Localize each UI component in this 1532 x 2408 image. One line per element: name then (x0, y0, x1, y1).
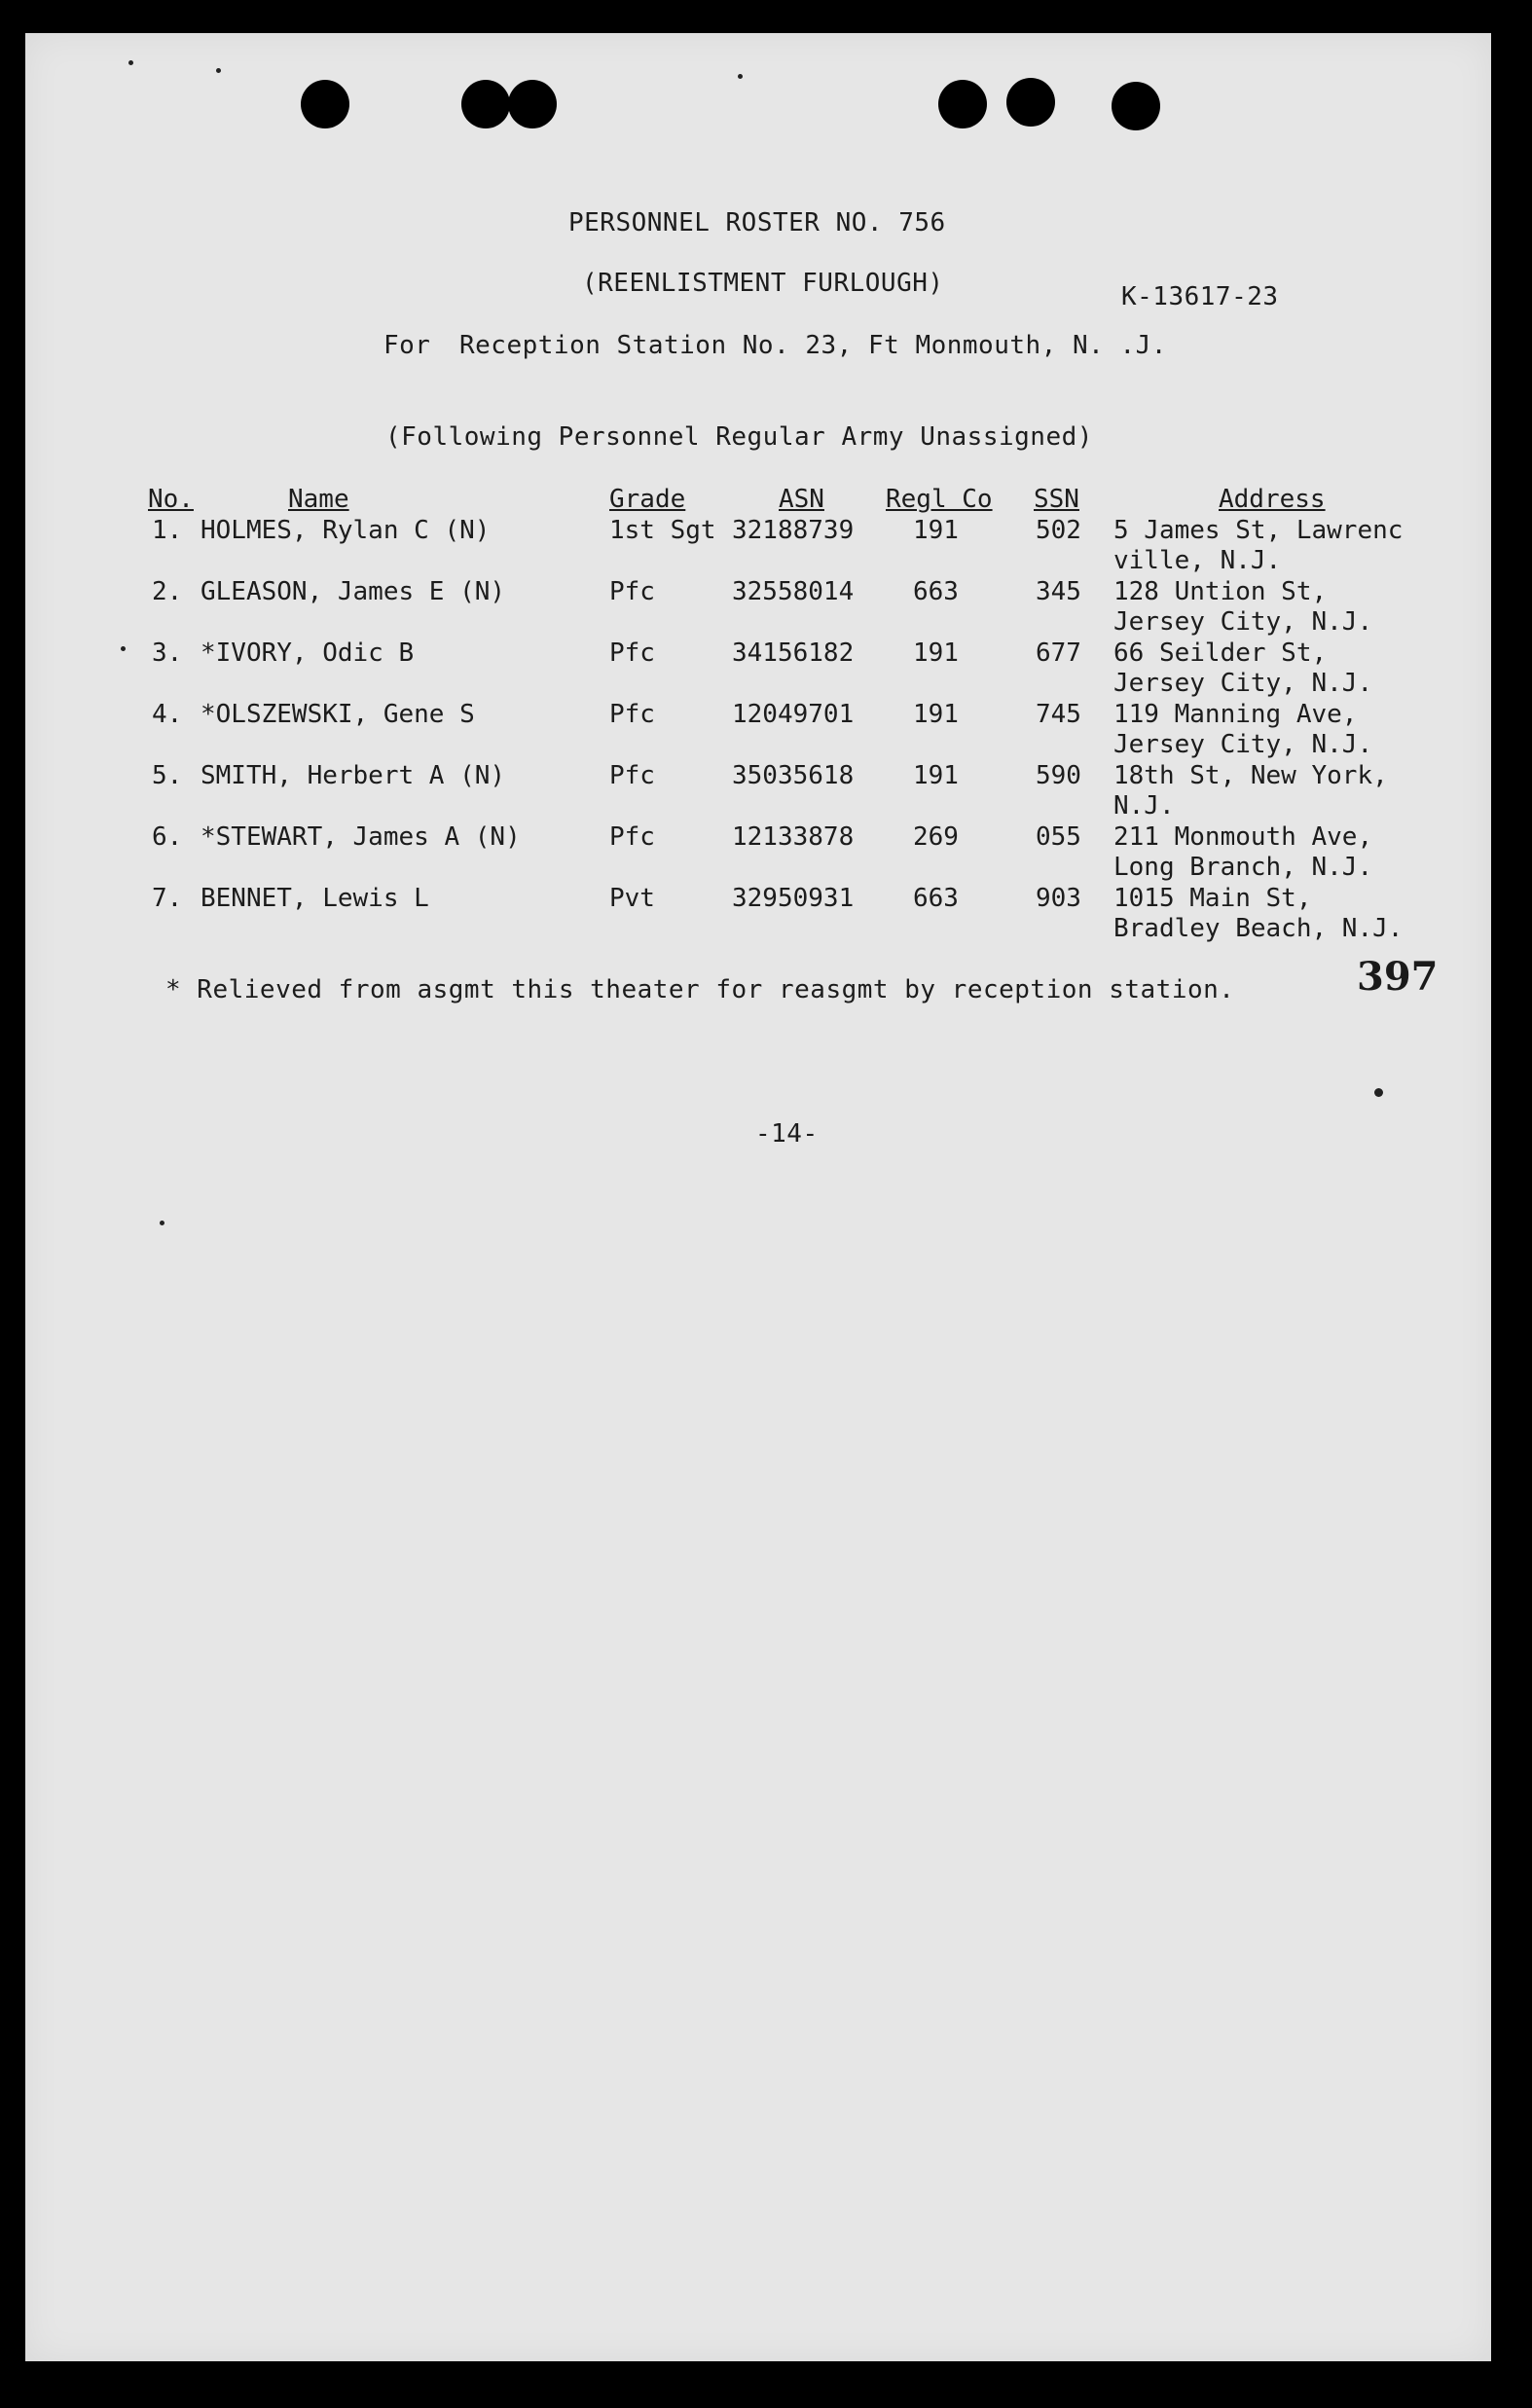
row-grade: Pfc (609, 700, 655, 729)
table-row (0, 884, 1532, 946)
row-regl-co: 191 (913, 700, 959, 729)
row-address-line2: Jersey City, N.J. (1113, 730, 1373, 759)
page-number: -14- (755, 1119, 819, 1149)
row-regl-co: 191 (913, 516, 959, 545)
row-grade: Pvt (609, 884, 655, 913)
station-line: Reception Station No. 23, Ft Monmouth, N. .J. (459, 331, 1167, 360)
row-number: 7. (152, 884, 183, 913)
row-address-line1: 119 Manning Ave, (1113, 700, 1358, 729)
row-regl-co: 191 (913, 638, 959, 668)
row-ssn: 677 (1036, 638, 1081, 668)
row-asn: 12049701 (732, 700, 855, 729)
row-number: 4. (152, 700, 183, 729)
paper-speck (128, 60, 133, 65)
row-name: SMITH, Herbert A (N) (201, 761, 506, 790)
row-asn: 32558014 (732, 577, 855, 606)
punch-hole (1112, 82, 1160, 130)
table-row (0, 516, 1532, 578)
row-address-line1: 128 Untion St, (1113, 577, 1328, 606)
roster-subtitle: (REENLISTMENT FURLOUGH) (582, 269, 944, 298)
file-number: K-13617-23 (1121, 282, 1279, 311)
paper-speck (738, 74, 743, 79)
row-grade: Pfc (609, 761, 655, 790)
header-name: Name (288, 485, 349, 514)
table-row (0, 761, 1532, 823)
header-asn: ASN (779, 485, 824, 514)
row-address-line2: ville, N.J. (1113, 546, 1282, 575)
row-address-line1: 18th St, New York, (1113, 761, 1388, 790)
table-row (0, 822, 1532, 885)
row-ssn: 502 (1036, 516, 1081, 545)
row-address-line2: Long Branch, N.J. (1113, 853, 1373, 882)
punch-hole (938, 80, 987, 128)
row-ssn: 055 (1036, 822, 1081, 852)
row-address-line2: Jersey City, N.J. (1113, 607, 1373, 637)
for-label: For (383, 331, 431, 360)
row-ssn: 345 (1036, 577, 1081, 606)
row-ssn: 590 (1036, 761, 1081, 790)
footnote: * Relieved from asgmt this theater for reasgmt by reception station. (165, 975, 1235, 1004)
table-row (0, 577, 1532, 639)
row-number: 1. (152, 516, 183, 545)
row-name: *OLSZEWSKI, Gene S (201, 700, 475, 729)
row-asn: 34156182 (732, 638, 855, 668)
row-name: GLEASON, James E (N) (201, 577, 506, 606)
paper-speck (216, 68, 221, 73)
row-address-line2: N.J. (1113, 791, 1175, 821)
row-name: HOLMES, Rylan C (N) (201, 516, 491, 545)
row-grade: Pfc (609, 638, 655, 668)
row-address-line2: Bradley Beach, N.J. (1113, 914, 1404, 943)
row-number: 2. (152, 577, 183, 606)
unit-note: (Following Personnel Regular Army Unassigned) (385, 422, 1093, 452)
row-regl-co: 663 (913, 884, 959, 913)
row-number: 5. (152, 761, 183, 790)
row-name: *STEWART, James A (N) (201, 822, 521, 852)
table-row (0, 700, 1532, 762)
row-asn: 35035618 (732, 761, 855, 790)
punch-hole (1006, 78, 1055, 127)
paper-speck (160, 1221, 164, 1225)
roster-title: PERSONNEL ROSTER NO. 756 (568, 208, 946, 237)
row-grade: 1st Sgt (609, 516, 716, 545)
row-address-line1: 5 James St, Lawrenc (1113, 516, 1404, 545)
header-ssn: SSN (1034, 485, 1079, 514)
row-ssn: 903 (1036, 884, 1081, 913)
row-asn: 32188739 (732, 516, 855, 545)
row-address-line1: 211 Monmouth Ave, (1113, 822, 1373, 852)
document-page (25, 33, 1491, 2361)
table-row (0, 638, 1532, 701)
stamp-number: 397 (1357, 954, 1439, 1000)
row-address-line1: 1015 Main St, (1113, 884, 1312, 913)
header-address: Address (1219, 485, 1326, 514)
row-regl-co: 269 (913, 822, 959, 852)
punch-hole (461, 80, 510, 128)
row-asn: 12133878 (732, 822, 855, 852)
punch-hole (301, 80, 349, 128)
row-address-line2: Jersey City, N.J. (1113, 669, 1373, 698)
header-grade: Grade (609, 485, 686, 514)
row-regl-co: 191 (913, 761, 959, 790)
row-name: *IVORY, Odic B (201, 638, 415, 668)
header-no: No. (148, 485, 194, 514)
row-address-line1: 66 Seilder St, (1113, 638, 1328, 668)
row-regl-co: 663 (913, 577, 959, 606)
row-grade: Pfc (609, 577, 655, 606)
row-number: 6. (152, 822, 183, 852)
row-ssn: 745 (1036, 700, 1081, 729)
row-grade: Pfc (609, 822, 655, 852)
row-asn: 32950931 (732, 884, 855, 913)
row-name: BENNET, Lewis L (201, 884, 429, 913)
paper-speck (1374, 1088, 1383, 1097)
punch-hole (508, 80, 557, 128)
row-number: 3. (152, 638, 183, 668)
header-regl-co: Regl Co (886, 485, 993, 514)
